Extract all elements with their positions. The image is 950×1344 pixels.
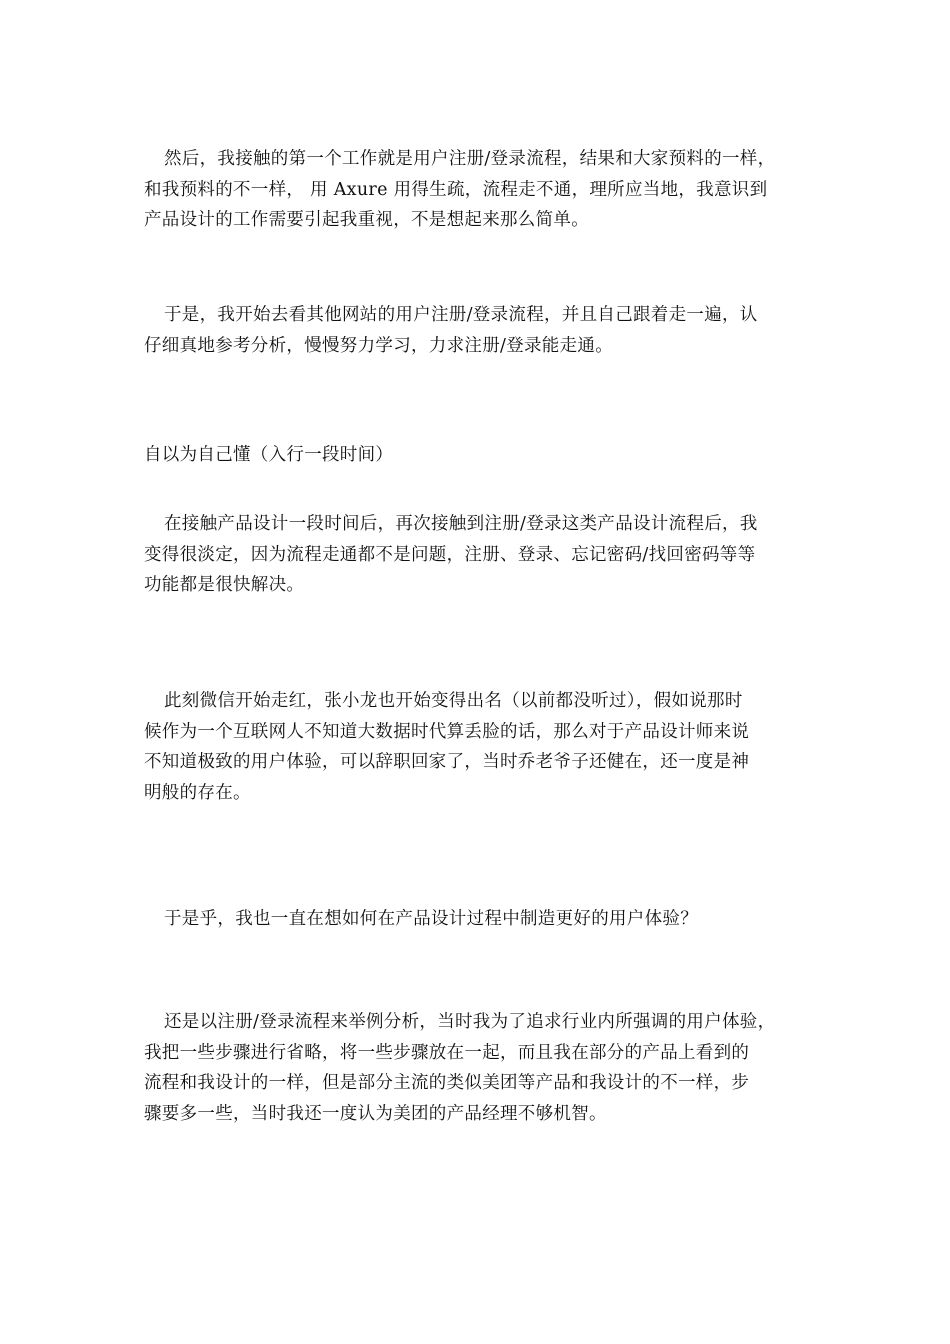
paragraph-wechat-era bbox=[144, 686, 824, 808]
section-heading: 自以为自己懂（入行一段时间） bbox=[144, 445, 394, 465]
text-line: 流程和我设计的一样，但是部分主流的类似美团等产品和我设计的不一样，步 bbox=[144, 1073, 750, 1093]
text-line: 于是乎，我也一直在想如何在产品设计过程中制造更好的用户体验？ bbox=[164, 909, 698, 929]
paragraph-better-ux-question bbox=[144, 904, 824, 935]
text-line: 还是以注册/登录流程来举例分析，当时我为了追求行业内所强调的用户体验， bbox=[164, 1012, 776, 1032]
text-line: 产品设计的工作需要引起我重视，不是想起来那么简单。 bbox=[144, 210, 589, 230]
text-line: 然后，我接触的第一个工作就是用户注册/登录流程，结果和大家预料的一样， bbox=[164, 149, 776, 169]
text-line: 于是，我开始去看其他网站的用户注册/登录流程，并且自己跟着走一遍，认 bbox=[164, 305, 758, 325]
text-line: 变得很淡定，因为流程走通都不是问题，注册、登录、忘记密码/找回密码等等 bbox=[144, 544, 756, 565]
text-line: 不知道极致的用户体验，可以辞职回家了，当时乔老爷子还健在，还一度是神 bbox=[144, 752, 750, 772]
text-line: 明般的存在。 bbox=[144, 782, 251, 803]
text-line: 骤要多一些，当时我还一度认为美团的产品经理不够机智。 bbox=[144, 1103, 607, 1124]
paragraph-study-other-sites bbox=[144, 300, 824, 361]
text-line: 此刻微信开始走红，张小龙也开始变得出名（以前都没听过），假如说那时 bbox=[164, 691, 743, 711]
text-line: 我把一些步骤进行省略，将一些步骤放在一起，而且我在部分的产品上看到的 bbox=[144, 1042, 750, 1063]
paragraph-calm-after-experience bbox=[144, 509, 824, 601]
text-line: 候作为一个互联网人不知道大数据时代算丢脸的话，那么对于产品设计师来说 bbox=[144, 721, 750, 742]
text-line: 功能都是很快解决。 bbox=[144, 575, 305, 595]
text-line: 和我预料的不一样， 用 Axure 用得生疏，流程走不通，理所应当地，我意识到 bbox=[144, 179, 768, 200]
text-line: 在接触产品设计一段时间后，再次接触到注册/登录这类产品设计流程后，我 bbox=[164, 514, 758, 534]
text-line: 仔细真地参考分析，慢慢努力学习，力求注册/登录能走通。 bbox=[144, 335, 613, 356]
paragraph-register-login-example bbox=[144, 1007, 824, 1129]
paragraph-first-task bbox=[144, 144, 824, 236]
